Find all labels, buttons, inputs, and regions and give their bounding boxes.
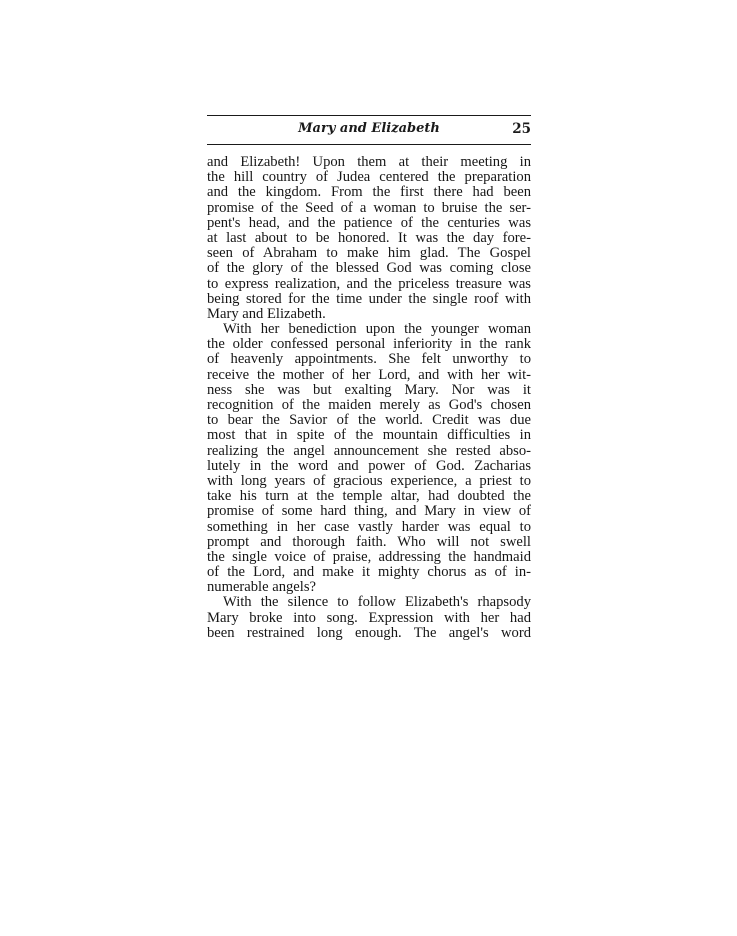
text-line: the hill country of Judea centered the preparation (207, 170, 531, 186)
text-line: and the kingdom. From the first there had been (207, 185, 531, 201)
text-line: and Elizabeth! Upon them at their meeting in (207, 155, 531, 170)
text-line: realizing the angel announcement she rested abso- (207, 443, 531, 459)
text-line: been restrained long enough. The angel's word (207, 625, 531, 641)
text-line: at last about to be honored. It was the day fore- (207, 230, 531, 246)
running-title: Mary and Elizabeth (298, 121, 440, 136)
body-text (207, 155, 531, 641)
text-line: With the silence to follow Elizabeth's rhapsody (223, 595, 531, 611)
running-head (207, 119, 531, 139)
text-line: numerable angels? (207, 580, 316, 596)
text-line: Mary and Elizabeth. (207, 306, 326, 322)
text-line: promise of some hard thing, and Mary in view of (207, 504, 531, 520)
text-line: ness she was but exalting Mary. Nor was it (207, 382, 531, 398)
text-line: with long years of gracious experience, a priest to (207, 473, 531, 489)
text-line: to bear the Savior of the world. Credit was due (207, 413, 531, 429)
text-line: With her benediction upon the younger woman (223, 322, 531, 338)
text-line: recognition of the maiden merely as God's chosen (207, 398, 531, 413)
text-line: most that in spite of the mountain difficulties in (207, 428, 531, 444)
text-line: take his turn at the temple altar, had doubted the (207, 489, 531, 505)
text-line: receive the mother of her Lord, and with her wit- (207, 367, 531, 383)
text-line: being stored for the time under the single roof with (207, 291, 531, 307)
text-line: the single voice of praise, addressing the handmaid (207, 549, 531, 565)
text-line: of the glory of the blessed God was coming close (207, 261, 531, 277)
text-line: something in her case vastly harder was equal to (207, 519, 531, 535)
top-rule (207, 115, 531, 116)
text-line: seen of Abraham to make him glad. The Gospel (207, 246, 531, 262)
text-line: promise of the Seed of a woman to bruise the ser- (207, 200, 531, 216)
text-line: of heavenly appointments. She felt unworthy to (207, 352, 531, 368)
text-line: to express realization, and the priceless treasure was (207, 276, 531, 292)
text-line: of the Lord, and make it mighty chorus as of in- (207, 565, 531, 581)
text-line: lutely in the word and power of God. Zacharias (207, 458, 531, 474)
text-line: the older confessed personal inferiority in the rank (207, 337, 531, 353)
header-rule (207, 144, 531, 145)
text-line: Mary broke into song. Expression with her had (207, 610, 531, 626)
text-line: pent's head, and the patience of the centuries was (207, 215, 531, 231)
text-line: prompt and thorough faith. Who will not swell (207, 534, 531, 550)
page-number: 25 (512, 121, 531, 137)
